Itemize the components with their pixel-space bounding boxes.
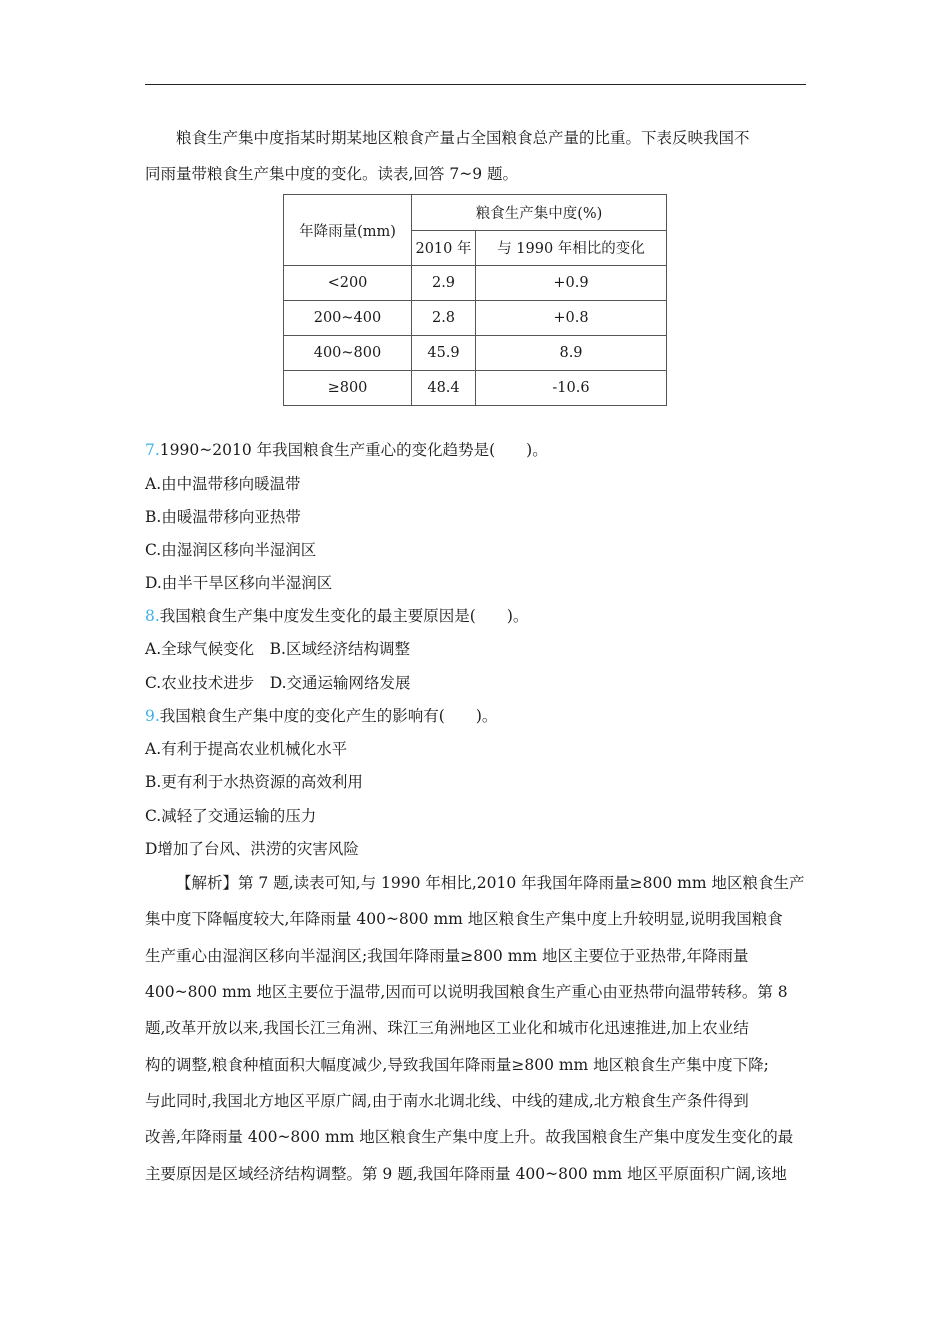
q7-option-b: B.由暖温带移向亚热带 (145, 508, 301, 526)
intro-line-1: 粮食生产集中度指某时期某地区粮食产量占全国粮食总产量的比重。下表反映我国不 (176, 129, 750, 147)
cell-rain: <200 (284, 266, 412, 301)
question-text: 我国粮食生产集中度的变化产生的影响有( )。 (159, 707, 498, 725)
analysis-line: 主要原因是区域经济结构调整。第 9 题,我国年降雨量 400~800 mm 地区平原面积广阔,该地 (145, 1165, 787, 1183)
cell-change: 8.9 (476, 336, 667, 371)
analysis-line: 与此同时,我国北方地区平原广阔,由于南水北调北线、中线的建成,北方粮食生产条件得到 (145, 1092, 749, 1110)
cell-rain: ≥800 (284, 371, 412, 406)
q7-option-d: D.由半干旱区移向半湿润区 (145, 574, 333, 592)
question-text: 我国粮食生产集中度发生变化的最主要原因是( )。 (159, 607, 529, 625)
analysis-line: 生产重心由湿润区移向半湿润区;我国年降雨量≥800 mm 地区主要位于亚热带,年降雨量 (145, 947, 749, 965)
q9-option-a: A.有利于提高农业机械化水平 (145, 740, 348, 758)
question-9-stem (145, 706, 497, 726)
question-text: 1990~2010 年我国粮食生产重心的变化趋势是( )。 (159, 441, 548, 459)
cell-2010: 48.4 (412, 371, 476, 406)
q7-option-c: C.由湿润区移向半湿润区 (145, 541, 317, 559)
cell-change: +0.8 (476, 301, 667, 336)
question-7-stem (145, 440, 548, 460)
cell-2010: 2.8 (412, 301, 476, 336)
intro-line-2: 同雨量带粮食生产集中度的变化。读表,回答 7~9 题。 (145, 165, 518, 183)
cell-2010: 45.9 (412, 336, 476, 371)
question-number: 7. (145, 441, 160, 459)
analysis-line: 题,改革开放以来,我国长江三角洲、珠江三角洲地区工业化和城市化迅速推进,加上农业结 (145, 1019, 749, 1037)
q9-option-b: B.更有利于水热资源的高效利用 (145, 773, 363, 791)
cell-rain: 200~400 (284, 301, 412, 336)
cell-change: -10.6 (476, 371, 667, 406)
header-rule (145, 84, 806, 85)
grain-concentration-table (283, 194, 667, 406)
header-change: 与 1990 年相比的变化 (476, 230, 667, 266)
table-row (284, 336, 667, 371)
header-2010: 2010 年 (412, 230, 476, 266)
question-8-stem (145, 606, 528, 626)
header-concentration: 粮食生产集中度(%) (412, 195, 667, 231)
question-number: 9. (145, 707, 160, 725)
table-row (284, 266, 667, 301)
q9-option-d: D增加了台风、洪涝的灾害风险 (145, 840, 359, 858)
cell-change: +0.9 (476, 266, 667, 301)
cell-rain: 400~800 (284, 336, 412, 371)
q8-options-cd: C.农业技术进步 D.交通运输网络发展 (145, 674, 411, 692)
q8-options-ab: A.全球气候变化 B.区域经济结构调整 (145, 640, 410, 658)
table-row (284, 301, 667, 336)
header-rainfall: 年降雨量(mm) (284, 195, 412, 266)
q7-option-a: A.由中温带移向暖温带 (145, 475, 301, 493)
cell-2010: 2.9 (412, 266, 476, 301)
analysis-line: 400~800 mm 地区主要位于温带,因而可以说明我国粮食生产重心由亚热带向温带转移。第 8 (145, 983, 788, 1001)
analysis-line: 【解析】第 7 题,读表可知,与 1990 年相比,2010 年我国年降雨量≥800 mm 地区粮食生产 (176, 874, 805, 892)
q9-option-c: C.减轻了交通运输的压力 (145, 807, 317, 825)
question-number: 8. (145, 607, 160, 625)
analysis-line: 集中度下降幅度较大,年降雨量 400~800 mm 地区粮食生产集中度上升较明显,说明我国粮食 (145, 910, 783, 928)
analysis-line: 改善,年降雨量 400~800 mm 地区粮食生产集中度上升。故我国粮食生产集中度发生变化的最 (145, 1128, 794, 1146)
analysis-line: 构的调整,粮食种植面积大幅度减少,导致我国年降雨量≥800 mm 地区粮食生产集中度下降; (145, 1056, 769, 1074)
table-row (284, 371, 667, 406)
